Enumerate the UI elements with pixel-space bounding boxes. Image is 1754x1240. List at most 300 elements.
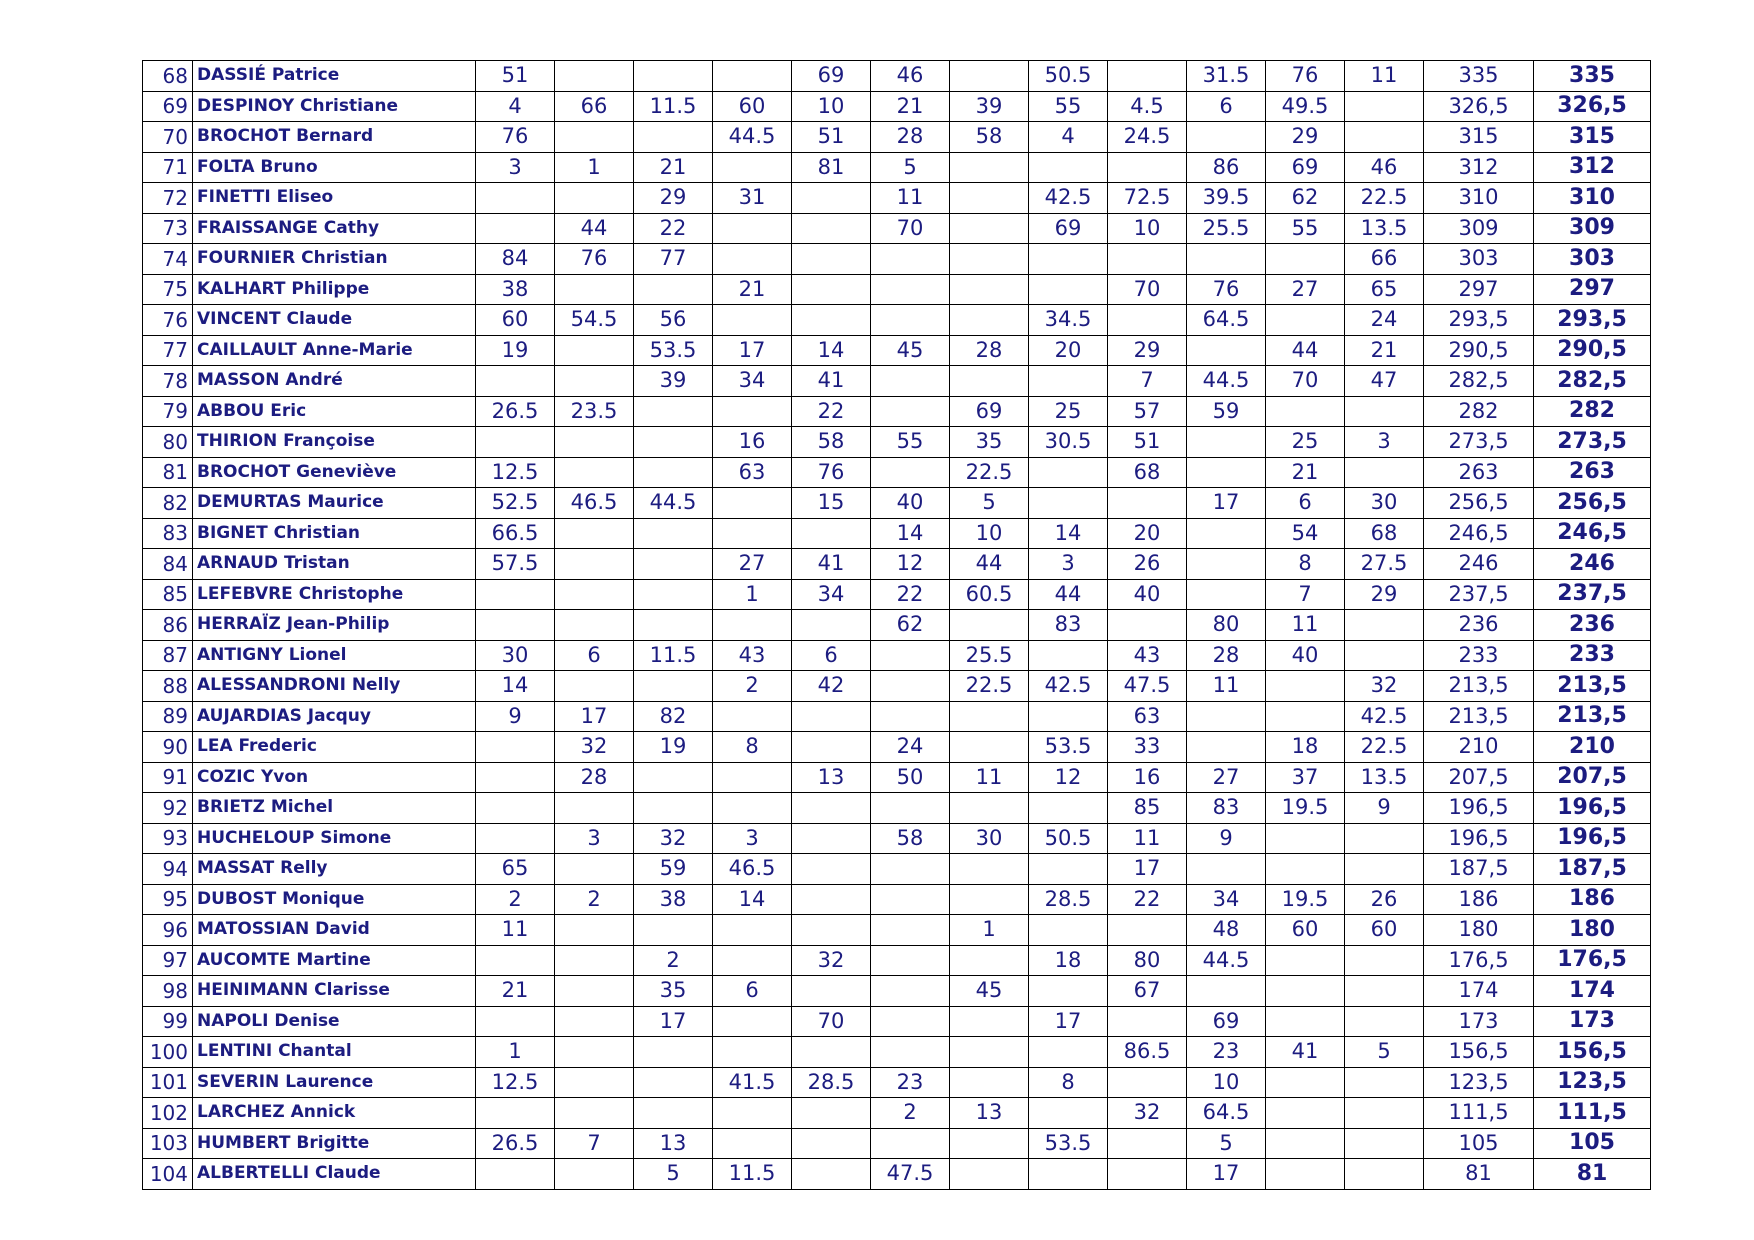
score-cell bbox=[792, 854, 871, 885]
total-cell: 105 bbox=[1534, 1128, 1651, 1159]
participant-name: ALBERTELLI Claude bbox=[193, 1159, 476, 1190]
score-cell bbox=[713, 305, 792, 336]
score-cell: 42 bbox=[792, 671, 871, 702]
total-cell: 315 bbox=[1534, 122, 1651, 153]
score-cell bbox=[871, 274, 950, 305]
table-row bbox=[143, 976, 1651, 1007]
score-cell: 70 bbox=[871, 213, 950, 244]
participant-name: MASSAT Relly bbox=[193, 854, 476, 885]
rank-cell: 87 bbox=[143, 640, 193, 671]
score-cell: 25 bbox=[1266, 427, 1345, 458]
score-cell: 65 bbox=[476, 854, 555, 885]
sum-cell: 293,5 bbox=[1424, 305, 1534, 336]
score-cell bbox=[1187, 732, 1266, 763]
score-cell bbox=[476, 427, 555, 458]
participant-name: HERRAÏZ Jean-Philip bbox=[193, 610, 476, 641]
score-cell bbox=[1345, 610, 1424, 641]
score-cell: 28.5 bbox=[1029, 884, 1108, 915]
sum-cell: 186 bbox=[1424, 884, 1534, 915]
total-cell: 173 bbox=[1534, 1006, 1651, 1037]
score-cell: 13.5 bbox=[1345, 762, 1424, 793]
score-cell bbox=[950, 244, 1029, 275]
table-row bbox=[143, 945, 1651, 976]
participant-name: KALHART Philippe bbox=[193, 274, 476, 305]
score-cell: 24 bbox=[871, 732, 950, 763]
score-cell: 27 bbox=[1266, 274, 1345, 305]
score-cell bbox=[476, 823, 555, 854]
table-row bbox=[143, 122, 1651, 153]
score-cell: 5 bbox=[634, 1159, 713, 1190]
table-row bbox=[143, 1098, 1651, 1129]
score-cell bbox=[792, 518, 871, 549]
score-cell bbox=[713, 244, 792, 275]
score-cell bbox=[1108, 1006, 1187, 1037]
score-cell: 81 bbox=[792, 152, 871, 183]
score-cell bbox=[555, 518, 634, 549]
score-cell bbox=[1345, 1006, 1424, 1037]
rank-cell: 90 bbox=[143, 732, 193, 763]
score-cell: 34 bbox=[1187, 884, 1266, 915]
score-cell bbox=[871, 945, 950, 976]
score-cell bbox=[634, 610, 713, 641]
sum-cell: 180 bbox=[1424, 915, 1534, 946]
sum-cell: 282,5 bbox=[1424, 366, 1534, 397]
score-cell: 30.5 bbox=[1029, 427, 1108, 458]
score-cell bbox=[476, 1159, 555, 1190]
score-cell: 46.5 bbox=[713, 854, 792, 885]
score-cell: 9 bbox=[1345, 793, 1424, 824]
rank-cell: 94 bbox=[143, 854, 193, 885]
score-cell bbox=[476, 1098, 555, 1129]
score-cell bbox=[555, 793, 634, 824]
score-cell bbox=[634, 1098, 713, 1129]
score-cell: 44.5 bbox=[713, 122, 792, 153]
score-cell: 21 bbox=[871, 91, 950, 122]
score-cell bbox=[1266, 1128, 1345, 1159]
score-cell: 38 bbox=[634, 884, 713, 915]
score-cell: 46 bbox=[871, 61, 950, 92]
score-cell bbox=[555, 274, 634, 305]
table-row bbox=[143, 213, 1651, 244]
sum-cell: 310 bbox=[1424, 183, 1534, 214]
table-row bbox=[143, 854, 1651, 885]
participant-name: ARNAUD Tristan bbox=[193, 549, 476, 580]
total-cell: 293,5 bbox=[1534, 305, 1651, 336]
score-cell: 32 bbox=[634, 823, 713, 854]
score-cell: 43 bbox=[1108, 640, 1187, 671]
total-cell: 256,5 bbox=[1534, 488, 1651, 519]
score-cell: 22 bbox=[1108, 884, 1187, 915]
score-cell bbox=[950, 1159, 1029, 1190]
score-cell: 69 bbox=[1266, 152, 1345, 183]
score-cell bbox=[555, 610, 634, 641]
score-cell: 19.5 bbox=[1266, 884, 1345, 915]
score-cell: 66 bbox=[1345, 244, 1424, 275]
score-cell: 26.5 bbox=[476, 1128, 555, 1159]
score-cell bbox=[950, 1067, 1029, 1098]
rank-cell: 93 bbox=[143, 823, 193, 854]
score-cell bbox=[634, 1067, 713, 1098]
table-row bbox=[143, 396, 1651, 427]
score-cell bbox=[871, 244, 950, 275]
score-cell bbox=[792, 915, 871, 946]
score-cell bbox=[1187, 122, 1266, 153]
score-cell: 6 bbox=[555, 640, 634, 671]
score-cell bbox=[1187, 335, 1266, 366]
score-cell: 44 bbox=[1029, 579, 1108, 610]
table-row bbox=[143, 823, 1651, 854]
score-cell bbox=[1266, 1159, 1345, 1190]
score-cell: 34 bbox=[713, 366, 792, 397]
score-cell bbox=[1266, 854, 1345, 885]
score-cell bbox=[1345, 91, 1424, 122]
total-cell: 297 bbox=[1534, 274, 1651, 305]
total-cell: 263 bbox=[1534, 457, 1651, 488]
table-row bbox=[143, 793, 1651, 824]
score-cell: 31.5 bbox=[1187, 61, 1266, 92]
score-cell: 45 bbox=[871, 335, 950, 366]
participant-name: VINCENT Claude bbox=[193, 305, 476, 336]
score-cell bbox=[555, 1067, 634, 1098]
sum-cell: 81 bbox=[1424, 1159, 1534, 1190]
participant-name: CAILLAULT Anne-Marie bbox=[193, 335, 476, 366]
rank-cell: 99 bbox=[143, 1006, 193, 1037]
score-cell bbox=[476, 1006, 555, 1037]
score-cell bbox=[713, 518, 792, 549]
table-row bbox=[143, 518, 1651, 549]
sum-cell: 210 bbox=[1424, 732, 1534, 763]
participant-name: DUBOST Monique bbox=[193, 884, 476, 915]
score-cell bbox=[634, 457, 713, 488]
table-row bbox=[143, 884, 1651, 915]
rank-cell: 75 bbox=[143, 274, 193, 305]
score-cell bbox=[1108, 152, 1187, 183]
score-cell: 35 bbox=[634, 976, 713, 1007]
score-cell bbox=[950, 213, 1029, 244]
score-cell: 44 bbox=[950, 549, 1029, 580]
rank-cell: 76 bbox=[143, 305, 193, 336]
score-cell: 32 bbox=[1345, 671, 1424, 702]
score-cell: 59 bbox=[1187, 396, 1266, 427]
score-cell: 40 bbox=[1266, 640, 1345, 671]
sum-cell: 312 bbox=[1424, 152, 1534, 183]
score-cell: 76 bbox=[555, 244, 634, 275]
score-cell bbox=[555, 945, 634, 976]
sum-cell: 237,5 bbox=[1424, 579, 1534, 610]
score-cell: 64.5 bbox=[1187, 305, 1266, 336]
score-cell: 17 bbox=[634, 1006, 713, 1037]
sum-cell: 196,5 bbox=[1424, 823, 1534, 854]
total-cell: 176,5 bbox=[1534, 945, 1651, 976]
score-cell: 2 bbox=[634, 945, 713, 976]
score-cell: 18 bbox=[1029, 945, 1108, 976]
total-cell: 156,5 bbox=[1534, 1037, 1651, 1068]
score-cell: 17 bbox=[555, 701, 634, 732]
score-cell: 23 bbox=[871, 1067, 950, 1098]
rank-cell: 79 bbox=[143, 396, 193, 427]
score-cell: 29 bbox=[1266, 122, 1345, 153]
score-cell: 8 bbox=[1029, 1067, 1108, 1098]
score-cell bbox=[792, 244, 871, 275]
participant-name: MASSON André bbox=[193, 366, 476, 397]
score-cell: 28 bbox=[950, 335, 1029, 366]
total-cell: 174 bbox=[1534, 976, 1651, 1007]
score-cell: 39 bbox=[634, 366, 713, 397]
rank-cell: 91 bbox=[143, 762, 193, 793]
score-cell bbox=[713, 152, 792, 183]
total-cell: 303 bbox=[1534, 244, 1651, 275]
sum-cell: 207,5 bbox=[1424, 762, 1534, 793]
score-cell: 46.5 bbox=[555, 488, 634, 519]
score-cell: 5 bbox=[950, 488, 1029, 519]
score-cell bbox=[634, 793, 713, 824]
score-cell bbox=[1187, 549, 1266, 580]
score-cell: 54 bbox=[1266, 518, 1345, 549]
score-cell: 6 bbox=[1187, 91, 1266, 122]
participant-name: MATOSSIAN David bbox=[193, 915, 476, 946]
sum-cell: 309 bbox=[1424, 213, 1534, 244]
score-cell: 17 bbox=[1187, 488, 1266, 519]
score-cell bbox=[555, 366, 634, 397]
score-cell: 43 bbox=[713, 640, 792, 671]
participant-name: ALESSANDRONI Nelly bbox=[193, 671, 476, 702]
score-cell bbox=[1266, 823, 1345, 854]
sum-cell: 297 bbox=[1424, 274, 1534, 305]
rank-cell: 69 bbox=[143, 91, 193, 122]
sum-cell: 176,5 bbox=[1424, 945, 1534, 976]
score-cell: 42.5 bbox=[1345, 701, 1424, 732]
score-cell bbox=[871, 671, 950, 702]
score-cell: 22.5 bbox=[950, 671, 1029, 702]
score-cell: 26 bbox=[1108, 549, 1187, 580]
score-cell: 10 bbox=[1187, 1067, 1266, 1098]
score-cell: 29 bbox=[1108, 335, 1187, 366]
score-cell: 7 bbox=[1108, 366, 1187, 397]
score-cell: 67 bbox=[1108, 976, 1187, 1007]
score-cell: 51 bbox=[1108, 427, 1187, 458]
score-cell bbox=[1029, 640, 1108, 671]
score-cell: 57.5 bbox=[476, 549, 555, 580]
table-row bbox=[143, 457, 1651, 488]
score-cell bbox=[1108, 610, 1187, 641]
total-cell: 246 bbox=[1534, 549, 1651, 580]
total-cell: 273,5 bbox=[1534, 427, 1651, 458]
score-cell bbox=[1266, 1067, 1345, 1098]
score-cell bbox=[1187, 244, 1266, 275]
score-cell: 3 bbox=[1029, 549, 1108, 580]
total-cell: 207,5 bbox=[1534, 762, 1651, 793]
total-cell: 180 bbox=[1534, 915, 1651, 946]
score-cell bbox=[792, 1098, 871, 1129]
sum-cell: 290,5 bbox=[1424, 335, 1534, 366]
rank-cell: 89 bbox=[143, 701, 193, 732]
score-cell: 60 bbox=[1266, 915, 1345, 946]
score-cell bbox=[1266, 701, 1345, 732]
score-cell bbox=[1187, 976, 1266, 1007]
score-cell: 5 bbox=[871, 152, 950, 183]
rank-cell: 83 bbox=[143, 518, 193, 549]
table-row bbox=[143, 335, 1651, 366]
score-cell: 22.5 bbox=[1345, 732, 1424, 763]
score-cell: 63 bbox=[713, 457, 792, 488]
score-cell bbox=[713, 1128, 792, 1159]
score-cell: 17 bbox=[713, 335, 792, 366]
score-cell: 22.5 bbox=[950, 457, 1029, 488]
score-cell bbox=[713, 793, 792, 824]
score-cell bbox=[871, 1006, 950, 1037]
score-cell: 24 bbox=[1345, 305, 1424, 336]
score-cell bbox=[555, 1006, 634, 1037]
sum-cell: 246,5 bbox=[1424, 518, 1534, 549]
sum-cell: 233 bbox=[1424, 640, 1534, 671]
sum-cell: 156,5 bbox=[1424, 1037, 1534, 1068]
participant-name: FOURNIER Christian bbox=[193, 244, 476, 275]
total-cell: 233 bbox=[1534, 640, 1651, 671]
score-cell: 68 bbox=[1108, 457, 1187, 488]
score-cell bbox=[1187, 427, 1266, 458]
table-row bbox=[143, 640, 1651, 671]
score-cell: 26 bbox=[1345, 884, 1424, 915]
score-cell: 44 bbox=[555, 213, 634, 244]
total-cell: 210 bbox=[1534, 732, 1651, 763]
total-cell: 111,5 bbox=[1534, 1098, 1651, 1129]
score-cell bbox=[713, 1006, 792, 1037]
score-cell: 22 bbox=[634, 213, 713, 244]
rank-cell: 102 bbox=[143, 1098, 193, 1129]
score-cell bbox=[1345, 1128, 1424, 1159]
sum-cell: 236 bbox=[1424, 610, 1534, 641]
sum-cell: 273,5 bbox=[1424, 427, 1534, 458]
score-cell bbox=[476, 366, 555, 397]
score-cell: 10 bbox=[950, 518, 1029, 549]
sum-cell: 282 bbox=[1424, 396, 1534, 427]
score-cell bbox=[555, 183, 634, 214]
score-cell bbox=[1345, 854, 1424, 885]
score-cell: 21 bbox=[476, 976, 555, 1007]
score-cell bbox=[871, 1037, 950, 1068]
total-cell: 213,5 bbox=[1534, 701, 1651, 732]
score-cell bbox=[1345, 945, 1424, 976]
score-cell: 47.5 bbox=[871, 1159, 950, 1190]
score-cell: 44 bbox=[1266, 335, 1345, 366]
participant-name: COZIC Yvon bbox=[193, 762, 476, 793]
score-cell bbox=[476, 945, 555, 976]
score-cell: 30 bbox=[476, 640, 555, 671]
score-cell bbox=[713, 945, 792, 976]
score-cell bbox=[476, 213, 555, 244]
score-cell: 44.5 bbox=[634, 488, 713, 519]
score-cell: 16 bbox=[1108, 762, 1187, 793]
participant-name: HUMBERT Brigitte bbox=[193, 1128, 476, 1159]
sum-cell: 196,5 bbox=[1424, 793, 1534, 824]
score-cell: 27 bbox=[713, 549, 792, 580]
score-cell: 40 bbox=[871, 488, 950, 519]
score-cell: 84 bbox=[476, 244, 555, 275]
rank-cell: 72 bbox=[143, 183, 193, 214]
score-cell: 11.5 bbox=[634, 91, 713, 122]
total-cell: 81 bbox=[1534, 1159, 1651, 1190]
table-row bbox=[143, 549, 1651, 580]
rank-cell: 85 bbox=[143, 579, 193, 610]
total-cell: 335 bbox=[1534, 61, 1651, 92]
score-cell bbox=[476, 793, 555, 824]
score-cell bbox=[555, 61, 634, 92]
score-cell bbox=[1266, 396, 1345, 427]
total-cell: 282 bbox=[1534, 396, 1651, 427]
participant-name: BROCHOT Bernard bbox=[193, 122, 476, 153]
score-cell: 10 bbox=[792, 91, 871, 122]
score-cell: 11 bbox=[1345, 61, 1424, 92]
score-cell: 29 bbox=[1345, 579, 1424, 610]
score-cell: 32 bbox=[555, 732, 634, 763]
rank-cell: 95 bbox=[143, 884, 193, 915]
score-cell bbox=[1029, 793, 1108, 824]
score-cell: 25.5 bbox=[1187, 213, 1266, 244]
sum-cell: 315 bbox=[1424, 122, 1534, 153]
score-cell bbox=[634, 396, 713, 427]
score-cell bbox=[871, 457, 950, 488]
table-row bbox=[143, 61, 1651, 92]
score-cell bbox=[1029, 152, 1108, 183]
score-cell bbox=[1345, 823, 1424, 854]
score-cell bbox=[950, 884, 1029, 915]
score-cell: 20 bbox=[1029, 335, 1108, 366]
score-cell bbox=[950, 305, 1029, 336]
total-cell: 237,5 bbox=[1534, 579, 1651, 610]
sum-cell: 335 bbox=[1424, 61, 1534, 92]
score-cell: 27 bbox=[1187, 762, 1266, 793]
score-cell: 69 bbox=[1029, 213, 1108, 244]
table-row bbox=[143, 915, 1651, 946]
score-cell: 80 bbox=[1187, 610, 1266, 641]
rank-cell: 88 bbox=[143, 671, 193, 702]
score-cell bbox=[950, 152, 1029, 183]
score-cell: 68 bbox=[1345, 518, 1424, 549]
score-cell bbox=[1029, 701, 1108, 732]
sum-cell: 123,5 bbox=[1424, 1067, 1534, 1098]
score-cell: 76 bbox=[1266, 61, 1345, 92]
score-cell bbox=[476, 579, 555, 610]
score-cell: 22 bbox=[792, 396, 871, 427]
score-cell: 50.5 bbox=[1029, 61, 1108, 92]
score-cell: 28 bbox=[555, 762, 634, 793]
score-cell: 3 bbox=[476, 152, 555, 183]
score-cell: 44.5 bbox=[1187, 945, 1266, 976]
score-cell: 56 bbox=[634, 305, 713, 336]
score-cell bbox=[713, 1098, 792, 1129]
score-cell: 25 bbox=[1029, 396, 1108, 427]
score-cell: 37 bbox=[1266, 762, 1345, 793]
score-cell bbox=[1029, 488, 1108, 519]
rank-cell: 68 bbox=[143, 61, 193, 92]
score-cell: 42.5 bbox=[1029, 183, 1108, 214]
score-cell bbox=[1266, 305, 1345, 336]
rank-cell: 92 bbox=[143, 793, 193, 824]
score-cell bbox=[792, 1128, 871, 1159]
score-cell: 50.5 bbox=[1029, 823, 1108, 854]
score-cell bbox=[1108, 1159, 1187, 1190]
score-cell bbox=[1187, 518, 1266, 549]
score-cell: 70 bbox=[1108, 274, 1187, 305]
participant-name: BIGNET Christian bbox=[193, 518, 476, 549]
sum-cell: 256,5 bbox=[1424, 488, 1534, 519]
score-cell bbox=[950, 183, 1029, 214]
score-cell: 24.5 bbox=[1108, 122, 1187, 153]
table-row bbox=[143, 305, 1651, 336]
score-cell: 17 bbox=[1108, 854, 1187, 885]
score-cell: 72.5 bbox=[1108, 183, 1187, 214]
score-cell: 11 bbox=[476, 915, 555, 946]
